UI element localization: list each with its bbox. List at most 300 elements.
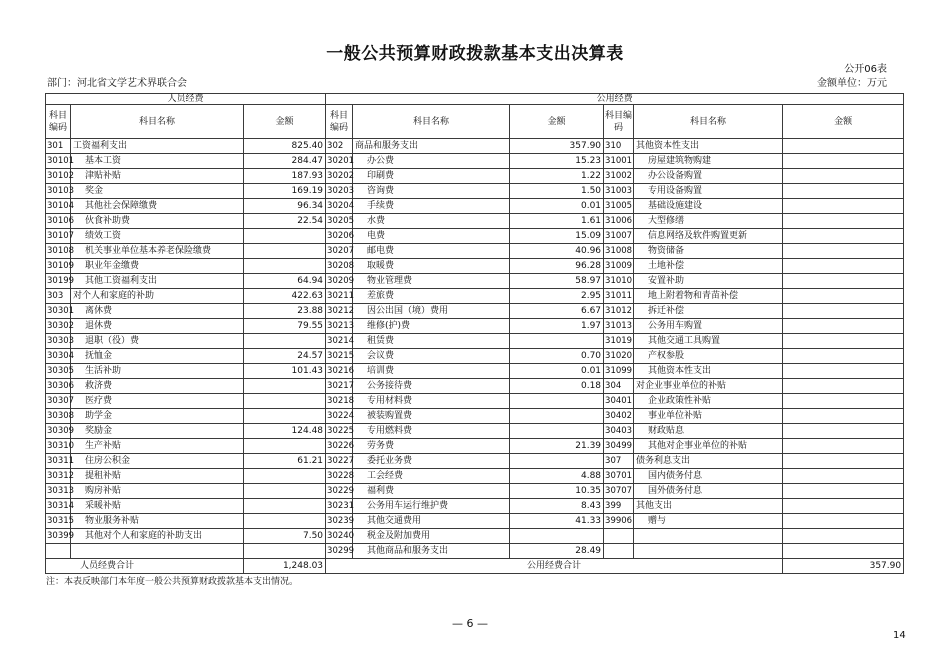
middle-amount-cell: 21.39: [510, 439, 604, 454]
middle-amount-cell: 357.90: [510, 139, 604, 154]
middle-name-cell: 专用燃料费: [353, 424, 510, 439]
right-code-cell: 30402: [604, 409, 634, 424]
column-header-code: 科目编码: [326, 105, 353, 139]
left-code-cell: 30108: [46, 244, 71, 259]
left-amount-cell: [244, 484, 326, 499]
right-code-cell: 31011: [604, 289, 634, 304]
middle-amount-cell: 40.96: [510, 244, 604, 259]
middle-name-cell: 物业管理费: [353, 274, 510, 289]
left-name-cell: 助学金: [71, 409, 244, 424]
middle-code-cell: 30202: [326, 169, 353, 184]
left-name-cell: 生活补助: [71, 364, 244, 379]
left-name-cell: 提租补贴: [71, 469, 244, 484]
page-number: 14: [893, 630, 906, 641]
left-name-cell: 基本工资: [71, 154, 244, 169]
middle-name-cell: 会议费: [353, 349, 510, 364]
middle-amount-cell: 28.49: [510, 544, 604, 559]
table-row: [46, 229, 904, 244]
column-header-name: 科目名称: [71, 105, 244, 139]
middle-name-cell: 其他商品和服务支出: [353, 544, 510, 559]
left-name-cell: 其他对个人和家庭的补助支出: [71, 529, 244, 544]
left-amount-cell: [244, 259, 326, 274]
middle-amount-cell: 1.50: [510, 184, 604, 199]
middle-amount-cell: [510, 529, 604, 544]
table-row: [46, 169, 904, 184]
middle-code-cell: 30203: [326, 184, 353, 199]
left-amount-cell: 187.93: [244, 169, 326, 184]
left-amount-cell: 96.34: [244, 199, 326, 214]
table-row: [46, 289, 904, 304]
left-code-cell: 30303: [46, 334, 71, 349]
right-code-cell: 31010: [604, 274, 634, 289]
left-code-cell: 30305: [46, 364, 71, 379]
left-name-cell: 职业年金缴费: [71, 259, 244, 274]
left-amount-cell: 284.47: [244, 154, 326, 169]
middle-code-cell: 30224: [326, 409, 353, 424]
right-name-cell: 办公设备购置: [634, 169, 783, 184]
middle-amount-cell: 0.18: [510, 379, 604, 394]
section-header-public: 公用经费: [326, 94, 904, 105]
middle-name-cell: 工会经费: [353, 469, 510, 484]
middle-amount-cell: 4.88: [510, 469, 604, 484]
right-amount-cell: [783, 169, 904, 184]
left-name-cell: 对个人和家庭的补助: [71, 289, 244, 304]
right-code-cell: [604, 544, 634, 559]
right-code-cell: 307: [604, 454, 634, 469]
middle-code-cell: 30208: [326, 259, 353, 274]
public-total-label: 公用经费合计: [326, 559, 783, 574]
left-code-cell: 30311: [46, 454, 71, 469]
department-label: 部门：河北省文学艺术界联合会: [47, 78, 187, 89]
left-name-cell: 救济费: [71, 379, 244, 394]
left-amount-cell: [244, 469, 326, 484]
middle-name-cell: 委托业务费: [353, 454, 510, 469]
right-amount-cell: [783, 454, 904, 469]
left-name-cell: 退职（役）费: [71, 334, 244, 349]
table-row: [46, 349, 904, 364]
right-amount-cell: [783, 199, 904, 214]
right-code-cell: 30403: [604, 424, 634, 439]
middle-amount-cell: [510, 394, 604, 409]
middle-name-cell: 办公费: [353, 154, 510, 169]
middle-code-cell: 30211: [326, 289, 353, 304]
middle-amount-cell: 8.43: [510, 499, 604, 514]
left-amount-cell: [244, 439, 326, 454]
left-amount-cell: [244, 229, 326, 244]
table-row: [46, 259, 904, 274]
right-code-cell: 31003: [604, 184, 634, 199]
table-body: [46, 139, 904, 559]
table-row: [46, 454, 904, 469]
middle-code-cell: 30209: [326, 274, 353, 289]
right-code-cell: 31001: [604, 154, 634, 169]
left-code-cell: 30314: [46, 499, 71, 514]
column-header-name: 科目名称: [634, 105, 783, 139]
right-code-cell: 31006: [604, 214, 634, 229]
left-amount-cell: [244, 514, 326, 529]
middle-code-cell: 30216: [326, 364, 353, 379]
middle-code-cell: 30218: [326, 394, 353, 409]
right-name-cell: 国内债务付息: [634, 469, 783, 484]
left-code-cell: 30313: [46, 484, 71, 499]
right-name-cell: 其他资本性支出: [634, 139, 783, 154]
left-amount-cell: [244, 334, 326, 349]
middle-amount-cell: 0.01: [510, 199, 604, 214]
middle-name-cell: 专用材料费: [353, 394, 510, 409]
left-name-cell: 采暖补贴: [71, 499, 244, 514]
right-amount-cell: [783, 139, 904, 154]
right-code-cell: 30701: [604, 469, 634, 484]
section-header-row: [46, 94, 904, 105]
amount-unit-label: 金额单位：万元: [817, 78, 887, 89]
left-code-cell: 30102: [46, 169, 71, 184]
table-row: [46, 319, 904, 334]
left-amount-cell: [244, 394, 326, 409]
table-row: [46, 139, 904, 154]
column-header-code: 科目编码: [604, 105, 634, 139]
right-amount-cell: [783, 319, 904, 334]
column-header-amount: 金额: [244, 105, 326, 139]
left-code-cell: 30308: [46, 409, 71, 424]
left-code-cell: 30106: [46, 214, 71, 229]
middle-name-cell: 劳务费: [353, 439, 510, 454]
left-name-cell: 伙食补助费: [71, 214, 244, 229]
right-name-cell: 土地补偿: [634, 259, 783, 274]
column-header-name: 科目名称: [353, 105, 510, 139]
right-code-cell: 310: [604, 139, 634, 154]
right-code-cell: 31013: [604, 319, 634, 334]
right-name-cell: 公务用车购置: [634, 319, 783, 334]
middle-amount-cell: [510, 409, 604, 424]
right-name-cell: 企业政策性补贴: [634, 394, 783, 409]
left-name-cell: 津贴补贴: [71, 169, 244, 184]
left-amount-cell: 61.21: [244, 454, 326, 469]
left-code-cell: 30103: [46, 184, 71, 199]
left-amount-cell: 23.88: [244, 304, 326, 319]
middle-code-cell: 30225: [326, 424, 353, 439]
right-amount-cell: [783, 184, 904, 199]
table-row: [46, 394, 904, 409]
left-amount-cell: 825.40: [244, 139, 326, 154]
left-name-cell: 工资福利支出: [71, 139, 244, 154]
middle-amount-cell: [510, 454, 604, 469]
right-name-cell: 赠与: [634, 514, 783, 529]
table-row: [46, 484, 904, 499]
left-amount-cell: 64.94: [244, 274, 326, 289]
middle-code-cell: 30228: [326, 469, 353, 484]
left-amount-cell: [244, 544, 326, 559]
middle-amount-cell: 96.28: [510, 259, 604, 274]
table-row: [46, 529, 904, 544]
middle-name-cell: 公务用车运行维护费: [353, 499, 510, 514]
right-name-cell: 地上附着物和青苗补偿: [634, 289, 783, 304]
left-name-cell: 其他社会保障缴费: [71, 199, 244, 214]
right-name-cell: 安置补助: [634, 274, 783, 289]
right-amount-cell: [783, 424, 904, 439]
middle-amount-cell: 15.23: [510, 154, 604, 169]
right-name-cell: 债务利息支出: [634, 454, 783, 469]
right-name-cell: [634, 544, 783, 559]
table-row: [46, 304, 904, 319]
middle-code-cell: 30229: [326, 484, 353, 499]
right-code-cell: 304: [604, 379, 634, 394]
right-amount-cell: [783, 154, 904, 169]
left-name-cell: 离休费: [71, 304, 244, 319]
right-amount-cell: [783, 514, 904, 529]
left-amount-cell: 7.50: [244, 529, 326, 544]
middle-code-cell: 30227: [326, 454, 353, 469]
personnel-total-amount: 1,248.03: [244, 559, 326, 574]
right-amount-cell: [783, 274, 904, 289]
table-row: [46, 364, 904, 379]
middle-amount-cell: 58.97: [510, 274, 604, 289]
middle-code-cell: 30213: [326, 319, 353, 334]
right-code-cell: 30499: [604, 439, 634, 454]
right-amount-cell: [783, 379, 904, 394]
table-row: [46, 424, 904, 439]
right-amount-cell: [783, 499, 904, 514]
right-code-cell: 31020: [604, 349, 634, 364]
middle-amount-cell: 2.95: [510, 289, 604, 304]
right-amount-cell: [783, 469, 904, 484]
left-amount-cell: 79.55: [244, 319, 326, 334]
page-title: 一般公共预算财政拨款基本支出决算表: [326, 44, 624, 64]
right-amount-cell: [783, 334, 904, 349]
middle-amount-cell: 41.33: [510, 514, 604, 529]
left-amount-cell: 169.19: [244, 184, 326, 199]
right-name-cell: 物资储备: [634, 244, 783, 259]
left-name-cell: [71, 544, 244, 559]
left-code-cell: 30307: [46, 394, 71, 409]
middle-amount-cell: 0.70: [510, 349, 604, 364]
right-code-cell: 31007: [604, 229, 634, 244]
middle-name-cell: 邮电费: [353, 244, 510, 259]
right-code-cell: 31005: [604, 199, 634, 214]
left-amount-cell: [244, 409, 326, 424]
public-total-amount: 357.90: [783, 559, 904, 574]
left-name-cell: 住房公积金: [71, 454, 244, 469]
middle-code-cell: 30299: [326, 544, 353, 559]
middle-name-cell: 维修(护)费: [353, 319, 510, 334]
left-code-cell: 30306: [46, 379, 71, 394]
right-name-cell: 基础设施建设: [634, 199, 783, 214]
total-row: [46, 559, 904, 574]
table-note: 注：本表反映部门本年度一般公共预算财政拨款基本支出情况。: [46, 577, 299, 587]
column-header-amount: 金额: [510, 105, 604, 139]
middle-name-cell: 租赁费: [353, 334, 510, 349]
right-code-cell: 39906: [604, 514, 634, 529]
right-name-cell: 信息网络及软件购置更新: [634, 229, 783, 244]
left-code-cell: 30315: [46, 514, 71, 529]
middle-code-cell: 30204: [326, 199, 353, 214]
middle-name-cell: 水费: [353, 214, 510, 229]
left-code-cell: 303: [46, 289, 71, 304]
right-name-cell: 其他交通工具购置: [634, 334, 783, 349]
table-row: [46, 214, 904, 229]
left-name-cell: 绩效工资: [71, 229, 244, 244]
right-name-cell: 对企业事业单位的补贴: [634, 379, 783, 394]
table-row: [46, 439, 904, 454]
left-amount-cell: 22.54: [244, 214, 326, 229]
right-amount-cell: [783, 439, 904, 454]
table-row: [46, 409, 904, 424]
left-amount-cell: 124.48: [244, 424, 326, 439]
left-code-cell: 30109: [46, 259, 71, 274]
left-name-cell: 物业服务补贴: [71, 514, 244, 529]
left-name-cell: 其他工资福利支出: [71, 274, 244, 289]
left-name-cell: 退休费: [71, 319, 244, 334]
middle-name-cell: 商品和服务支出: [353, 139, 510, 154]
middle-name-cell: 手续费: [353, 199, 510, 214]
right-code-cell: 31002: [604, 169, 634, 184]
middle-name-cell: 税金及附加费用: [353, 529, 510, 544]
table-row: [46, 274, 904, 289]
middle-code-cell: 30240: [326, 529, 353, 544]
right-amount-cell: [783, 214, 904, 229]
middle-name-cell: 福利费: [353, 484, 510, 499]
middle-code-cell: 30201: [326, 154, 353, 169]
left-name-cell: 购房补贴: [71, 484, 244, 499]
right-name-cell: 国外债务付息: [634, 484, 783, 499]
right-amount-cell: [783, 229, 904, 244]
right-amount-cell: [783, 529, 904, 544]
right-amount-cell: [783, 349, 904, 364]
table-row: [46, 154, 904, 169]
column-header-code: 科目编码: [46, 105, 71, 139]
middle-code-cell: 30205: [326, 214, 353, 229]
left-amount-cell: 422.63: [244, 289, 326, 304]
right-name-cell: 其他对企事业单位的补贴: [634, 439, 783, 454]
middle-amount-cell: [510, 334, 604, 349]
section-header-personnel: 人员经费: [46, 94, 326, 105]
middle-code-cell: 30207: [326, 244, 353, 259]
table-row: [46, 244, 904, 259]
table-row: [46, 469, 904, 484]
middle-code-cell: 30226: [326, 439, 353, 454]
budget-expenditure-table: [45, 93, 904, 574]
right-code-cell: 30707: [604, 484, 634, 499]
left-code-cell: 30301: [46, 304, 71, 319]
personnel-total-label: 人员经费合计: [46, 559, 244, 574]
right-code-cell: 399: [604, 499, 634, 514]
middle-code-cell: 30239: [326, 514, 353, 529]
left-amount-cell: [244, 379, 326, 394]
left-amount-cell: [244, 244, 326, 259]
middle-name-cell: 电费: [353, 229, 510, 244]
right-code-cell: 31008: [604, 244, 634, 259]
left-code-cell: 30101: [46, 154, 71, 169]
middle-code-cell: 30217: [326, 379, 353, 394]
left-name-cell: 医疗费: [71, 394, 244, 409]
table-number: 公开06表: [844, 64, 887, 75]
left-name-cell: 奖励金: [71, 424, 244, 439]
table-row: [46, 199, 904, 214]
right-amount-cell: [783, 304, 904, 319]
table-row: [46, 499, 904, 514]
middle-name-cell: 因公出国（境）费用: [353, 304, 510, 319]
middle-code-cell: 302: [326, 139, 353, 154]
page-mark: — 6 —: [452, 617, 488, 630]
right-code-cell: 31012: [604, 304, 634, 319]
right-amount-cell: [783, 409, 904, 424]
left-code-cell: 30304: [46, 349, 71, 364]
middle-name-cell: 培训费: [353, 364, 510, 379]
right-name-cell: 其他资本性支出: [634, 364, 783, 379]
middle-amount-cell: 1.61: [510, 214, 604, 229]
right-name-cell: 其他支出: [634, 499, 783, 514]
column-header-amount: 金额: [783, 105, 904, 139]
right-code-cell: 31019: [604, 334, 634, 349]
left-name-cell: 生产补贴: [71, 439, 244, 454]
table-row: [46, 184, 904, 199]
left-name-cell: 奖金: [71, 184, 244, 199]
right-name-cell: 事业单位补贴: [634, 409, 783, 424]
left-amount-cell: 24.57: [244, 349, 326, 364]
middle-amount-cell: [510, 424, 604, 439]
right-code-cell: 30401: [604, 394, 634, 409]
middle-amount-cell: 1.22: [510, 169, 604, 184]
right-name-cell: 大型修缮: [634, 214, 783, 229]
left-code-cell: 30309: [46, 424, 71, 439]
left-code-cell: 30107: [46, 229, 71, 244]
right-amount-cell: [783, 484, 904, 499]
left-amount-cell: 101.43: [244, 364, 326, 379]
left-code-cell: 301: [46, 139, 71, 154]
right-amount-cell: [783, 394, 904, 409]
right-name-cell: 房屋建筑物购建: [634, 154, 783, 169]
right-code-cell: [604, 529, 634, 544]
middle-amount-cell: 1.97: [510, 319, 604, 334]
middle-code-cell: 30215: [326, 349, 353, 364]
right-amount-cell: [783, 259, 904, 274]
left-code-cell: [46, 544, 71, 559]
table-row: [46, 334, 904, 349]
left-code-cell: 30302: [46, 319, 71, 334]
right-code-cell: 31009: [604, 259, 634, 274]
left-code-cell: 30104: [46, 199, 71, 214]
left-code-cell: 30199: [46, 274, 71, 289]
right-name-cell: 产权参股: [634, 349, 783, 364]
column-header-row: [46, 105, 904, 139]
right-name-cell: 专用设备购置: [634, 184, 783, 199]
left-amount-cell: [244, 499, 326, 514]
middle-amount-cell: 10.35: [510, 484, 604, 499]
middle-name-cell: 咨询费: [353, 184, 510, 199]
table-row: [46, 379, 904, 394]
middle-code-cell: 30206: [326, 229, 353, 244]
right-code-cell: 31099: [604, 364, 634, 379]
left-name-cell: 机关事业单位基本养老保险缴费: [71, 244, 244, 259]
right-amount-cell: [783, 364, 904, 379]
middle-name-cell: 其他交通费用: [353, 514, 510, 529]
right-amount-cell: [783, 544, 904, 559]
right-amount-cell: [783, 289, 904, 304]
table-row: [46, 544, 904, 559]
middle-amount-cell: 15.09: [510, 229, 604, 244]
middle-name-cell: 取暖费: [353, 259, 510, 274]
middle-name-cell: 被装购置费: [353, 409, 510, 424]
middle-code-cell: 30231: [326, 499, 353, 514]
middle-name-cell: 公务接待费: [353, 379, 510, 394]
left-name-cell: 抚恤金: [71, 349, 244, 364]
left-code-cell: 30312: [46, 469, 71, 484]
right-name-cell: 财政贴息: [634, 424, 783, 439]
middle-amount-cell: 6.67: [510, 304, 604, 319]
right-name-cell: [634, 529, 783, 544]
middle-name-cell: 印刷费: [353, 169, 510, 184]
middle-code-cell: 30212: [326, 304, 353, 319]
table-row: [46, 514, 904, 529]
